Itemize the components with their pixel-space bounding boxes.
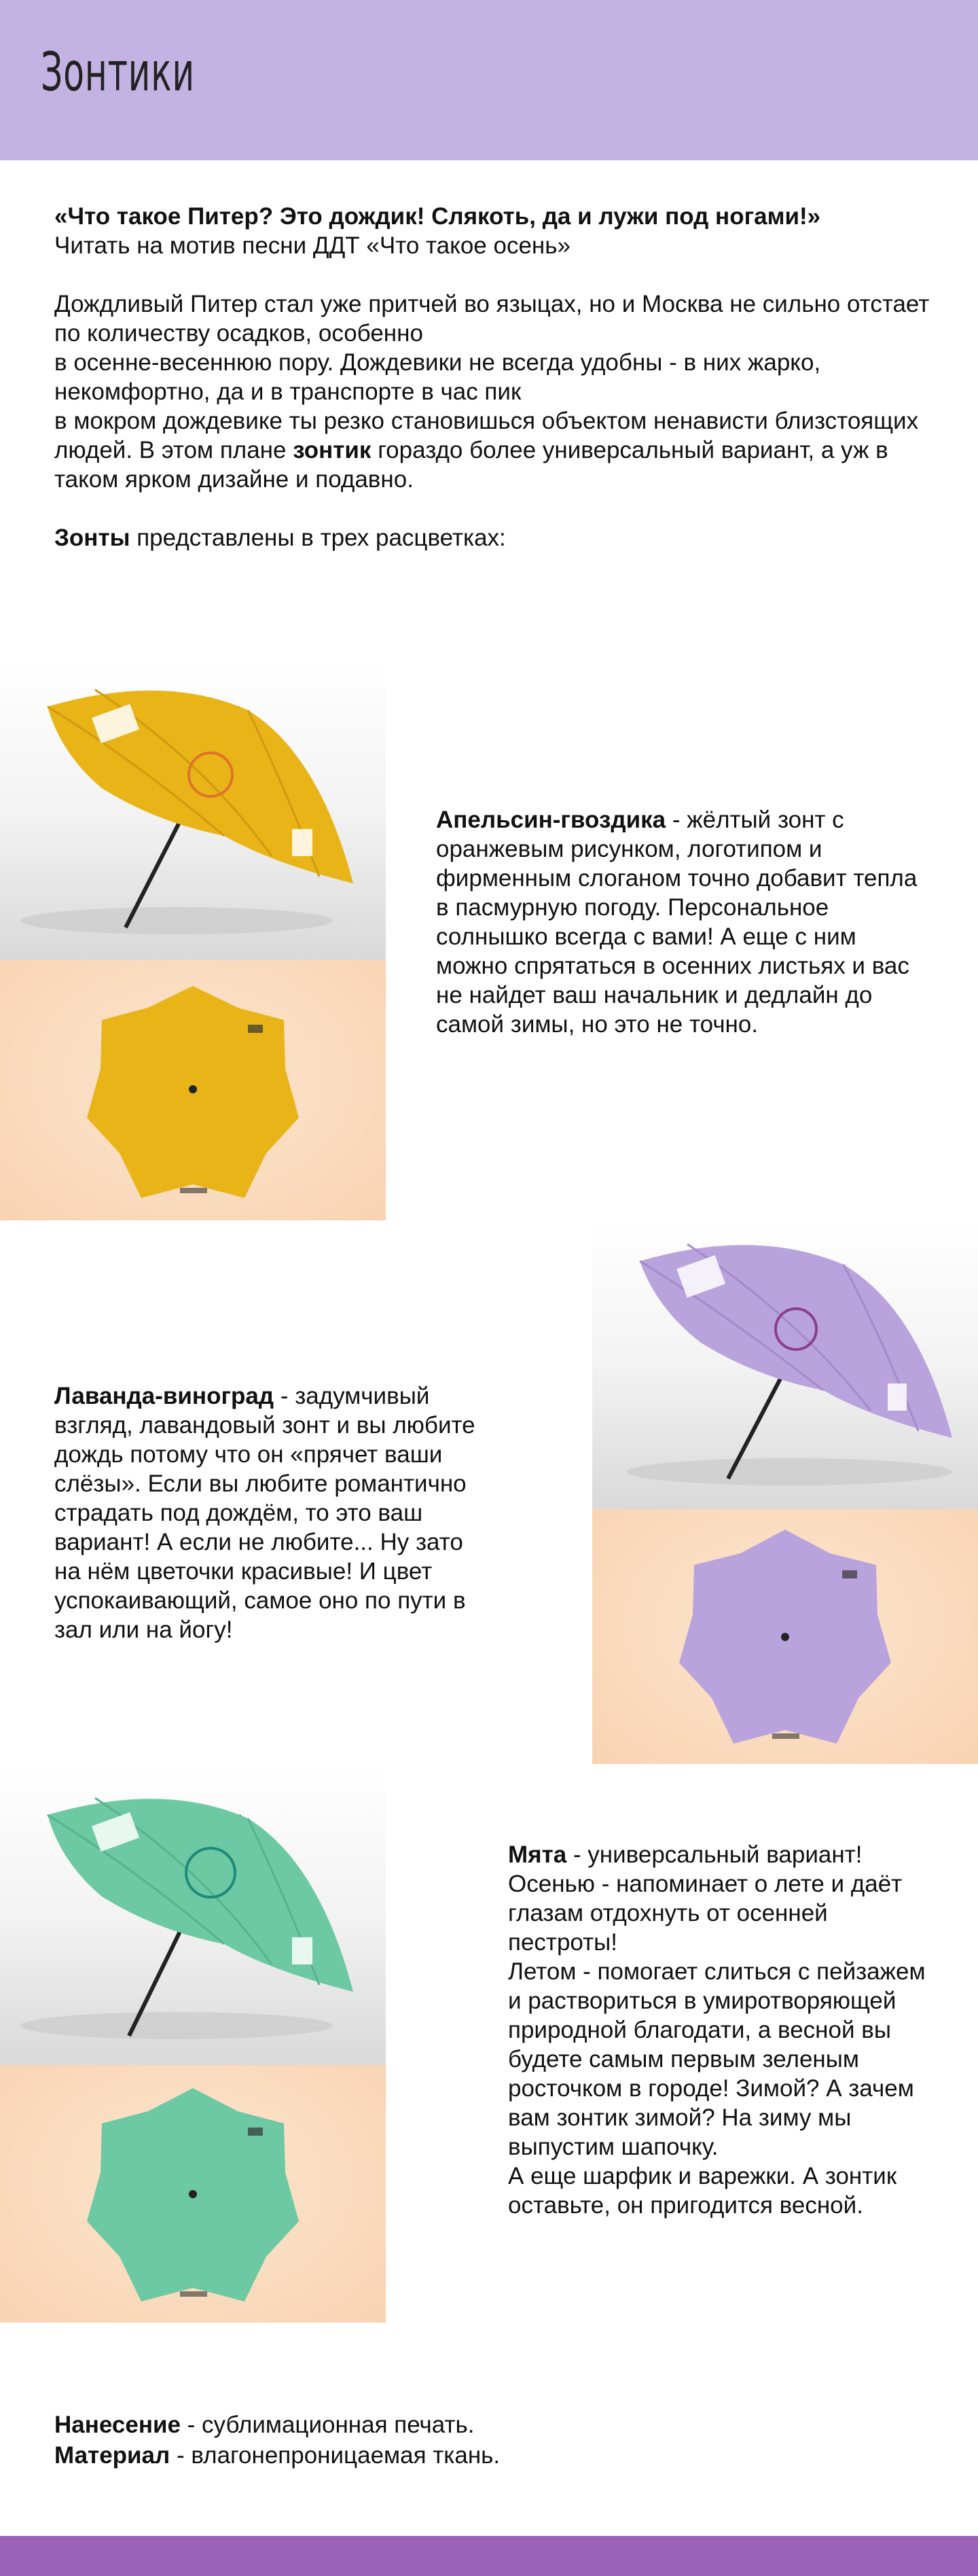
page-title: Зонтики xyxy=(41,42,195,103)
intro-paragraph-2: в осенне-весеннюю пору. Дождевики не всегда удобны - в них жарко, некомфортно, да и в транспорте в час пик xyxy=(54,349,821,405)
lavender-umbrella-name: Лаванда-виноград xyxy=(54,1383,274,1409)
lavender-umbrella-side-photo xyxy=(592,1220,978,1509)
footer-bar xyxy=(0,2536,978,2576)
intro-section xyxy=(54,202,937,552)
mint-umbrella-side-photo xyxy=(0,1764,386,2065)
lavender-umbrella-description: Лаванда-виноград - задумчивый взгляд, лавандовый зонт и вы любите дождь потому что он «прячет ваши слёзы». Если вы любите романтично страдать под дождём, то это ваш вариант! А если не любите... Ну зато на нём цветочки красивые! И цвет успокаивающий, самое оно по пути в зал или на йогу! xyxy=(54,1383,475,1643)
header-banner xyxy=(0,0,978,160)
mint-umbrella-name: Мята xyxy=(508,1841,567,1868)
yellow-umbrella-name: Апельсин-гвоздика xyxy=(436,807,666,833)
mint-umbrella-top-photo xyxy=(0,2065,386,2323)
intro-colors-line: Зонты представлены в трех расцветках: xyxy=(54,525,506,551)
intro-quote: «Что такое Питер? Это дождик! Слякоть, да и лужи под ногами!» xyxy=(54,203,821,230)
yellow-umbrella-top-photo xyxy=(0,960,386,1220)
yellow-umbrella-description: Апельсин-гвоздика - жёлтый зонт с оранжевым рисунком, логотипом и фирменным слоганом точно добавит тепла в пасмурную погоду. Персональное солнышко всегда с вами! А еще с ним можно спрятаться в осенних листьях и вас не найдет ваш начальник и дедлайн до самой зимы, но это не точно. xyxy=(436,807,918,1038)
specs-section xyxy=(54,2410,500,2471)
lavender-umbrella-top-photo xyxy=(592,1509,978,1764)
intro-paragraph-1: Дождливый Питер стал уже притчей во языцах, но и Москва не сильно отстает по количеству осадков, особенно xyxy=(54,291,930,347)
mint-umbrella-description: Мята - универсальный вариант! Осенью - напоминает о лете и даёт глазам отдохнуть от осенней пестроты! Летом - помогает слиться с пейзажем и раствориться в умиротворяющей природной благодати, а весной вы будете самым первым зеленым росточком в городе! Зимой? А зачем вам зонтик зимой? На зиму мы выпустим шапочку. А еще шарфик и варежки. А зонтик оставьте, он пригодится весной. xyxy=(508,1841,926,2219)
intro-subtitle: Читать на мотив песни ДДТ «Что такое осень» xyxy=(54,232,570,259)
material: Материал - влагонепроницаемая ткань. xyxy=(54,2442,501,2469)
print-method: Нанесение - сублимационная печать. xyxy=(54,2412,475,2438)
intro-paragraph-3: в мокром дождевике ты резко становишься объектом ненависти близстоящих людей. В этом плане зонтик гораздо более универсальный вариант, а уж в таком ярком дизайне и подавно. xyxy=(54,408,919,493)
yellow-umbrella-side-photo xyxy=(0,659,386,960)
